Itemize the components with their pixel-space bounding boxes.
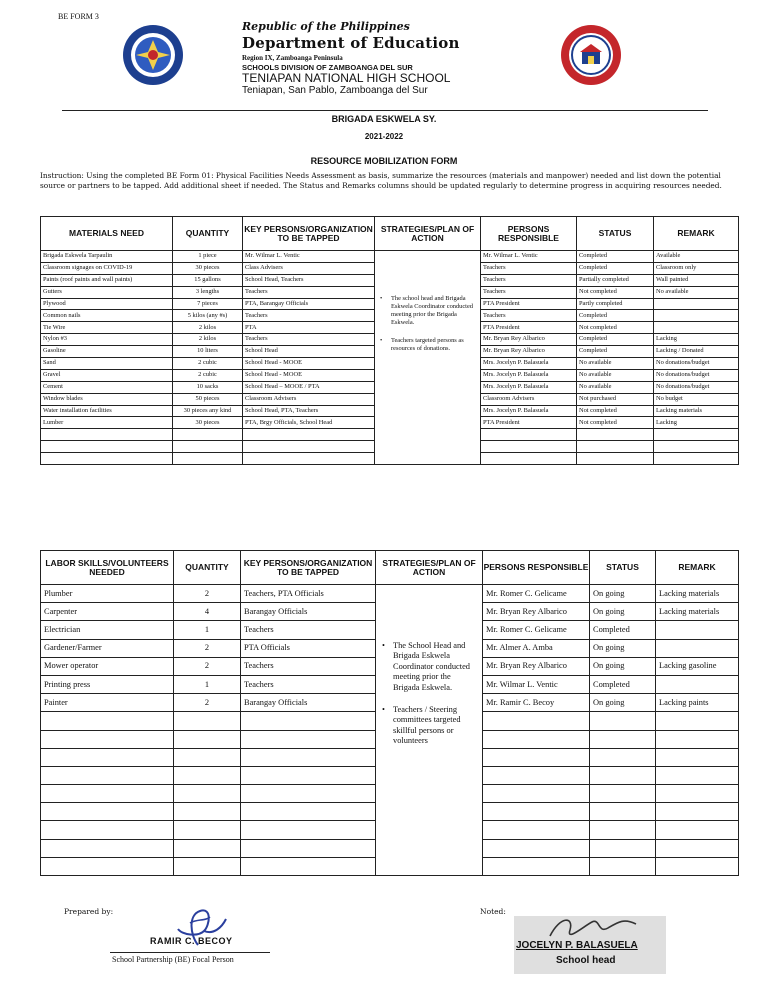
table-cell: Teachers — [243, 286, 375, 298]
col-key-persons: KEY PERSONS/ORGANIZATION TO BE TAPPED — [243, 217, 375, 251]
col-materials-need: MATERIALS NEED — [41, 217, 173, 251]
table-cell: Mr. Wilmar L. Ventic — [481, 251, 577, 263]
table-cell: Teachers — [243, 310, 375, 322]
table-cell — [590, 857, 656, 875]
table-cell — [656, 766, 739, 784]
strategy-item: • The School Head and Brigada Eskwela Coordinator conducted meeting prior the Brigada Eskwela. — [379, 641, 473, 693]
table-cell — [241, 748, 376, 766]
table-cell — [174, 748, 241, 766]
table-cell: 2 — [174, 657, 241, 675]
table-cell: Gardener/Farmer — [41, 639, 174, 657]
noted-label: Noted: — [480, 907, 506, 916]
table-cell: No available — [577, 358, 654, 370]
table-cell: 2 — [174, 585, 241, 603]
table-cell: 1 piece — [173, 251, 243, 263]
table-cell — [173, 441, 243, 453]
table-cell: Teachers — [481, 310, 577, 322]
table-cell: 2 — [174, 639, 241, 657]
table-cell: 3 lengths — [173, 286, 243, 298]
table-cell: PTA President — [481, 322, 577, 334]
table-cell — [174, 821, 241, 839]
table-cell: Paints (roof paints and wall paints) — [41, 274, 173, 286]
table-cell: PTA, Barangay Officials — [243, 298, 375, 310]
strategy-item: • Teachers targeted persons as resources of donations. — [377, 337, 474, 353]
materials-table — [40, 216, 739, 465]
table-cell: Gasoline — [41, 346, 173, 358]
table-cell — [174, 857, 241, 875]
table-cell: Printing press — [41, 675, 174, 693]
table-cell — [656, 821, 739, 839]
table-cell — [483, 857, 590, 875]
table-cell: Barangay Officials — [241, 603, 376, 621]
table-cell — [654, 453, 739, 465]
noted-name: JOCELYN P. BALASUELA — [516, 940, 638, 951]
col-persons-responsible: PERSONS RESPONSIBLE — [483, 551, 590, 585]
table-cell: Common nails — [41, 310, 173, 322]
table-cell: 1 — [174, 675, 241, 693]
table-cell: On going — [590, 585, 656, 603]
table-cell — [656, 621, 739, 639]
table-cell: Teachers — [481, 274, 577, 286]
table-cell: Not completed — [577, 417, 654, 429]
table-cell — [656, 675, 739, 693]
table-cell: Mrs. Jocelyn P. Balasuela — [481, 369, 577, 381]
table-cell: School Head, PTA, Teachers — [243, 405, 375, 417]
table-cell — [656, 839, 739, 857]
table-cell — [654, 322, 739, 334]
col-quantity: QUANTITY — [173, 217, 243, 251]
table-cell — [656, 712, 739, 730]
table-cell — [654, 310, 739, 322]
table-row — [41, 585, 739, 603]
table-cell — [590, 839, 656, 857]
table-cell — [174, 712, 241, 730]
table-cell: Lacking materials — [654, 405, 739, 417]
table-cell — [41, 857, 174, 875]
table-cell: Mr. Ramir C. Becoy — [483, 694, 590, 712]
table-cell: Completed — [577, 262, 654, 274]
table-cell: Not completed — [577, 322, 654, 334]
table-cell: 2 — [174, 694, 241, 712]
table-cell — [174, 785, 241, 803]
table-cell: Mr. Bryan Rey Albarico — [481, 334, 577, 346]
table-cell — [174, 803, 241, 821]
table-cell: Completed — [577, 251, 654, 263]
table-cell: 2 kilos — [173, 322, 243, 334]
table-cell — [41, 748, 174, 766]
strategy-item: • Teachers / Steering committees targeted skillful persons or volunteers — [379, 705, 473, 747]
table-cell — [41, 730, 174, 748]
table-cell — [241, 785, 376, 803]
table-cell — [483, 766, 590, 784]
table-cell: Available — [654, 251, 739, 263]
table-cell — [656, 803, 739, 821]
table-cell: Lacking — [654, 417, 739, 429]
labor-table — [40, 550, 739, 876]
table-cell: Lacking materials — [656, 603, 739, 621]
division-text: SCHOOLS DIVISION OF ZAMBOANGA DEL SUR — [242, 63, 413, 72]
table-cell: Electrician — [41, 621, 174, 639]
strategies-cell — [376, 585, 483, 876]
table-cell: Mrs. Jocelyn P. Balasuela — [481, 381, 577, 393]
table-cell: Teachers — [481, 286, 577, 298]
table-cell — [243, 429, 375, 441]
col-key-persons: KEY PERSONS/ORGANIZATION TO BE TAPPED — [241, 551, 376, 585]
table-cell: 1 — [174, 621, 241, 639]
table-cell: Mr. Romer C. Gelicame — [483, 621, 590, 639]
table-cell — [656, 785, 739, 803]
table-cell: No budget — [654, 393, 739, 405]
table-cell — [483, 839, 590, 857]
table-cell: Gutters — [41, 286, 173, 298]
table-cell — [577, 441, 654, 453]
table-cell — [243, 441, 375, 453]
table-cell: Classroom Advisers — [481, 393, 577, 405]
table-cell: Teachers — [241, 657, 376, 675]
department-heading: Department of Education — [242, 34, 460, 52]
table-cell — [41, 429, 173, 441]
table-cell: Mower operator — [41, 657, 174, 675]
table-cell: PTA Officials — [241, 639, 376, 657]
table-cell — [241, 730, 376, 748]
table-cell — [590, 785, 656, 803]
table-cell: Lacking paints — [656, 694, 739, 712]
table-cell: Barangay Officials — [241, 694, 376, 712]
col-remark: REMARK — [656, 551, 739, 585]
table-cell: 2 kilos — [173, 334, 243, 346]
table-cell — [41, 821, 174, 839]
table-cell — [241, 821, 376, 839]
col-status: STATUS — [590, 551, 656, 585]
table-cell: School Head - MOOE — [243, 358, 375, 370]
table-cell — [483, 803, 590, 821]
table-cell — [173, 453, 243, 465]
table-cell: Mrs. Jocelyn P. Balasuela — [481, 358, 577, 370]
table-cell — [241, 857, 376, 875]
table-cell: Partly completed — [577, 298, 654, 310]
table-cell: Completed — [590, 675, 656, 693]
col-labor-needed: LABOR SKILLS/VOLUNTEERS NEEDED — [41, 551, 174, 585]
table-cell: School Head, Teachers — [243, 274, 375, 286]
table-cell: On going — [590, 603, 656, 621]
table-cell — [41, 803, 174, 821]
table-cell: No available — [577, 381, 654, 393]
table-cell: No available — [654, 286, 739, 298]
table-cell — [654, 429, 739, 441]
table-cell: Teachers — [481, 262, 577, 274]
table-cell: Cement — [41, 381, 173, 393]
col-strategies: STRATEGIES/PLAN OF ACTION — [376, 551, 483, 585]
table-cell: 30 pieces — [173, 417, 243, 429]
table-cell: Not completed — [577, 286, 654, 298]
col-strategies: STRATEGIES/PLAN OF ACTION — [375, 217, 481, 251]
strategies-cell — [375, 251, 481, 465]
table-cell: Teachers — [241, 675, 376, 693]
table-cell: 10 sacks — [173, 381, 243, 393]
table-cell — [41, 766, 174, 784]
table-cell: Completed — [577, 310, 654, 322]
table-cell — [577, 453, 654, 465]
table-cell: Mrs. Jocelyn P. Balasuela — [481, 405, 577, 417]
labor-header-row — [41, 551, 739, 585]
table-cell: Class Advisers — [243, 262, 375, 274]
table-cell: Classroom Advisers — [243, 393, 375, 405]
table-cell: 10 liters — [173, 346, 243, 358]
table-cell: Painter — [41, 694, 174, 712]
instruction-text: Instruction: Using the completed BE Form 01: Physical Facilities Needs Assessment as basis, summarize the resources (materials and manpower) needed and list down the potential source or partners to be tapped. Add additional sheet if needed. The Status and Remarks columns should be updated regularly to determine progress in acquiring resources needed. — [40, 171, 722, 190]
table-cell: Classroom only — [654, 262, 739, 274]
table-cell: Mr. Romer C. Gelicame — [483, 585, 590, 603]
table-cell: Lumber — [41, 417, 173, 429]
table-cell: Lacking materials — [656, 585, 739, 603]
table-cell: Completed — [590, 621, 656, 639]
table-cell: Completed — [577, 334, 654, 346]
program-title: BRIGADA ESKWELA SY. — [331, 114, 437, 124]
table-cell — [590, 821, 656, 839]
table-cell: Brigada Eskwela Tarpaulin — [41, 251, 173, 263]
table-cell: Not purchased — [577, 393, 654, 405]
table-cell — [577, 429, 654, 441]
table-cell: 2 cubic — [173, 369, 243, 381]
table-cell — [656, 857, 739, 875]
form-title: RESOURCE MOBILIZATION FORM — [310, 156, 458, 166]
table-cell — [654, 298, 739, 310]
table-cell: PTA, Brgy Officials, School Head — [243, 417, 375, 429]
table-cell: Completed — [577, 346, 654, 358]
table-cell — [656, 748, 739, 766]
table-cell: Teachers — [241, 621, 376, 639]
table-cell: Mr. Almer A. Amba — [483, 639, 590, 657]
table-cell — [174, 766, 241, 784]
form-tag: BE FORM 3 — [58, 12, 99, 21]
table-cell: School Head - MOOE — [243, 369, 375, 381]
table-cell: 30 pieces any kind — [173, 405, 243, 417]
table-cell — [656, 730, 739, 748]
noted-role: School head — [556, 955, 616, 966]
table-cell: 50 pieces — [173, 393, 243, 405]
table-cell: On going — [590, 694, 656, 712]
table-cell: Gravel — [41, 369, 173, 381]
region-text: Region IX, Zamboanga Peninsula — [242, 54, 343, 62]
table-cell: Mr. Bryan Rey Albarico — [481, 346, 577, 358]
school-seal-logo — [560, 24, 622, 86]
table-cell — [481, 429, 577, 441]
table-cell: 7 pieces — [173, 298, 243, 310]
col-quantity: QUANTITY — [174, 551, 241, 585]
table-cell: 30 pieces — [173, 262, 243, 274]
table-row — [41, 251, 739, 263]
table-cell: Carpenter — [41, 603, 174, 621]
table-cell — [654, 441, 739, 453]
table-cell — [241, 766, 376, 784]
table-cell: Sand — [41, 358, 173, 370]
school-year: 2021-2022 — [364, 132, 404, 141]
table-cell — [41, 441, 173, 453]
table-cell — [483, 785, 590, 803]
col-status: STATUS — [577, 217, 654, 251]
prepared-name: RAMIR C. BECOY — [150, 936, 233, 946]
school-name: TENIAPAN NATIONAL HIGH SCHOOL — [242, 71, 451, 85]
table-cell: School Head — [243, 346, 375, 358]
table-cell: Lacking — [654, 334, 739, 346]
table-cell: Tie Wire — [41, 322, 173, 334]
table-cell: Mr. Bryan Rey Albarico — [483, 603, 590, 621]
table-cell — [590, 766, 656, 784]
table-cell — [483, 730, 590, 748]
col-persons-responsible: PERSONS RESPONSIBLE — [481, 217, 577, 251]
table-cell: Mr. Wilmar L. Ventic — [483, 675, 590, 693]
table-cell — [483, 748, 590, 766]
table-cell: No donations/budget — [654, 381, 739, 393]
table-cell — [656, 639, 739, 657]
table-cell — [41, 453, 173, 465]
table-cell: Wall painted — [654, 274, 739, 286]
strategy-item: • The school head and Brigada Eskwela Coordinator conducted meeting prior the Brigada Eskwela. — [377, 295, 474, 327]
table-cell — [481, 441, 577, 453]
table-cell: Lacking gasoline — [656, 657, 739, 675]
table-cell — [590, 803, 656, 821]
table-cell: School Head – MOOE / PTA — [243, 381, 375, 393]
table-cell — [241, 712, 376, 730]
table-cell: On going — [590, 657, 656, 675]
table-cell — [590, 748, 656, 766]
table-cell — [483, 712, 590, 730]
header-divider — [62, 110, 708, 111]
table-cell: Mr. Wilmar L. Ventic — [243, 251, 375, 263]
table-cell: Teachers, PTA Officials — [241, 585, 376, 603]
table-cell: Partially completed — [577, 274, 654, 286]
materials-header-row — [41, 217, 739, 251]
table-cell — [41, 785, 174, 803]
table-cell: Plumber — [41, 585, 174, 603]
table-cell: Mr. Bryan Rey Albarico — [483, 657, 590, 675]
table-cell — [41, 839, 174, 857]
table-cell: On going — [590, 639, 656, 657]
table-cell: Window blades — [41, 393, 173, 405]
table-cell: No donations/budget — [654, 369, 739, 381]
table-cell — [243, 453, 375, 465]
table-cell: PTA — [243, 322, 375, 334]
table-cell: No donations/budget — [654, 358, 739, 370]
school-address: Teniapan, San Pablo, Zamboanga del Sur — [242, 85, 428, 96]
table-cell: No available — [577, 369, 654, 381]
prepared-role: School Partnership (BE) Focal Person — [112, 955, 234, 964]
table-cell — [174, 730, 241, 748]
table-cell: Plywood — [41, 298, 173, 310]
table-cell: 2 cubic — [173, 358, 243, 370]
table-cell: Water installation facilities — [41, 405, 173, 417]
table-cell: Not completed — [577, 405, 654, 417]
table-cell — [590, 730, 656, 748]
table-cell — [590, 712, 656, 730]
table-cell — [41, 712, 174, 730]
table-cell: Teachers — [243, 334, 375, 346]
table-cell — [173, 429, 243, 441]
republic-heading: Republic of the Philippines — [242, 20, 410, 33]
table-cell — [241, 839, 376, 857]
table-cell: Classroom signages on COVID-19 — [41, 262, 173, 274]
table-cell: 15 gallons — [173, 274, 243, 286]
deped-seal-logo — [122, 24, 184, 86]
table-cell: Nylon #3 — [41, 334, 173, 346]
table-cell: 4 — [174, 603, 241, 621]
table-cell — [174, 839, 241, 857]
table-cell: PTA President — [481, 417, 577, 429]
col-remark: REMARK — [654, 217, 739, 251]
table-cell — [481, 453, 577, 465]
table-cell: 5 kilos (any #s) — [173, 310, 243, 322]
table-cell — [241, 803, 376, 821]
prepared-signature-line — [110, 952, 270, 953]
table-cell — [483, 821, 590, 839]
prepared-by-label: Prepared by: — [64, 907, 114, 916]
table-cell: PTA President — [481, 298, 577, 310]
table-cell: Lacking / Donated — [654, 346, 739, 358]
